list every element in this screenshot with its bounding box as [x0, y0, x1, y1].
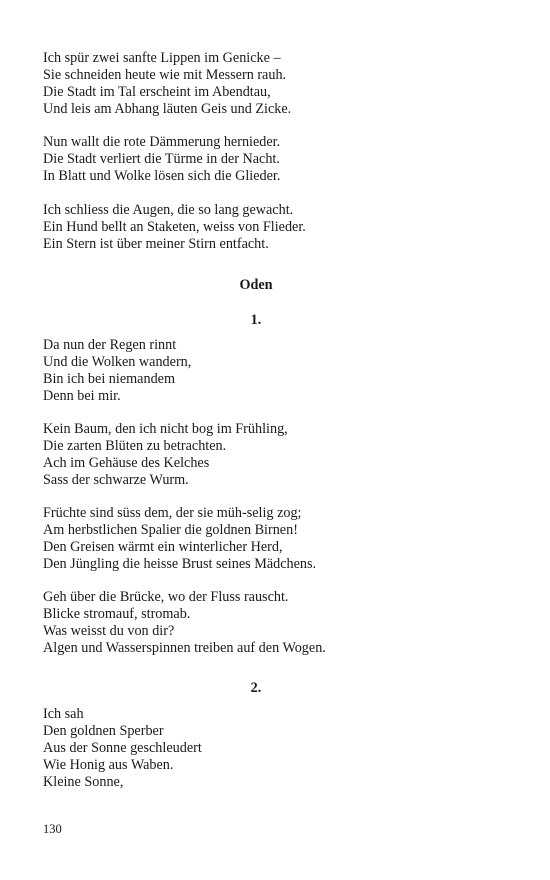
verse-line: Ein Hund bellt an Staketen, weiss von Flieder. — [43, 219, 306, 235]
verse-line: Die zarten Blüten zu betrachten. — [43, 438, 227, 454]
verse-line: Wie Honig aus Waben. — [43, 757, 174, 773]
verse-line: Was weisst du von dir? — [43, 623, 175, 639]
verse-line: Kein Baum, den ich nicht bog im Frühling, — [43, 421, 288, 437]
section-title: Oden — [239, 277, 273, 293]
verse-line: Ich spür zwei sanfte Lippen im Genicke – — [43, 50, 281, 66]
verse-line: Da nun der Regen rinnt — [43, 337, 177, 353]
verse-line: Ich sah — [43, 706, 84, 722]
stanza — [43, 337, 513, 405]
verse-line: Früchte sind süss dem, der sie müh-selig zog; — [43, 505, 302, 521]
stanza — [43, 50, 513, 118]
verse-line: Algen und Wasserspinnen treiben auf den Wogen. — [43, 640, 326, 656]
stanza — [43, 134, 513, 185]
verse-line: Bin ich bei niemandem — [43, 371, 175, 387]
verse-line: Die Stadt verliert die Türme in der Nacht. — [43, 151, 280, 167]
verse-line: Denn bei mir. — [43, 388, 121, 404]
verse-line: Und die Wolken wandern, — [43, 354, 192, 370]
verse-line: Ach im Gehäuse des Kelches — [43, 455, 210, 471]
page-number: 130 — [43, 822, 62, 836]
stanza — [43, 706, 513, 791]
verse-line: Aus der Sonne geschleudert — [43, 740, 202, 756]
verse-line: Ich schliess die Augen, die so lang gewacht. — [43, 202, 294, 218]
verse-line: In Blatt und Wolke lösen sich die Glieder. — [43, 168, 281, 184]
verse-line: Sie schneiden heute wie mit Messern rauh. — [43, 67, 287, 83]
stanza — [43, 421, 513, 489]
verse-line: Die Stadt im Tal erscheint im Abendtau, — [43, 84, 271, 100]
verse-line: Sass der schwarze Wurm. — [43, 472, 189, 488]
stanza — [43, 505, 513, 573]
verse-line: Am herbstlichen Spalier die goldnen Birnen! — [43, 522, 298, 538]
verse-line: Den Jüngling die heisse Brust seines Mädchens. — [43, 556, 317, 572]
verse-line: Den Greisen wärmt ein winterlicher Herd, — [43, 539, 283, 555]
verse-line: Blicke stromauf, stromab. — [43, 606, 191, 622]
verse-line: Ein Stern ist über meiner Stirn entfacht. — [43, 236, 269, 252]
ode-number: 1. — [250, 312, 262, 328]
verse-line: Nun wallt die rote Dämmerung hernieder. — [43, 134, 281, 150]
verse-line: Und leis am Abhang läuten Geis und Zicke. — [43, 101, 292, 117]
verse-line: Geh über die Brücke, wo der Fluss rauscht. — [43, 589, 289, 605]
verse-line: Den goldnen Sperber — [43, 723, 164, 739]
ode-number: 2. — [250, 680, 262, 696]
verse-line: Kleine Sonne, — [43, 774, 124, 790]
stanza — [43, 589, 513, 657]
stanza — [43, 202, 513, 253]
